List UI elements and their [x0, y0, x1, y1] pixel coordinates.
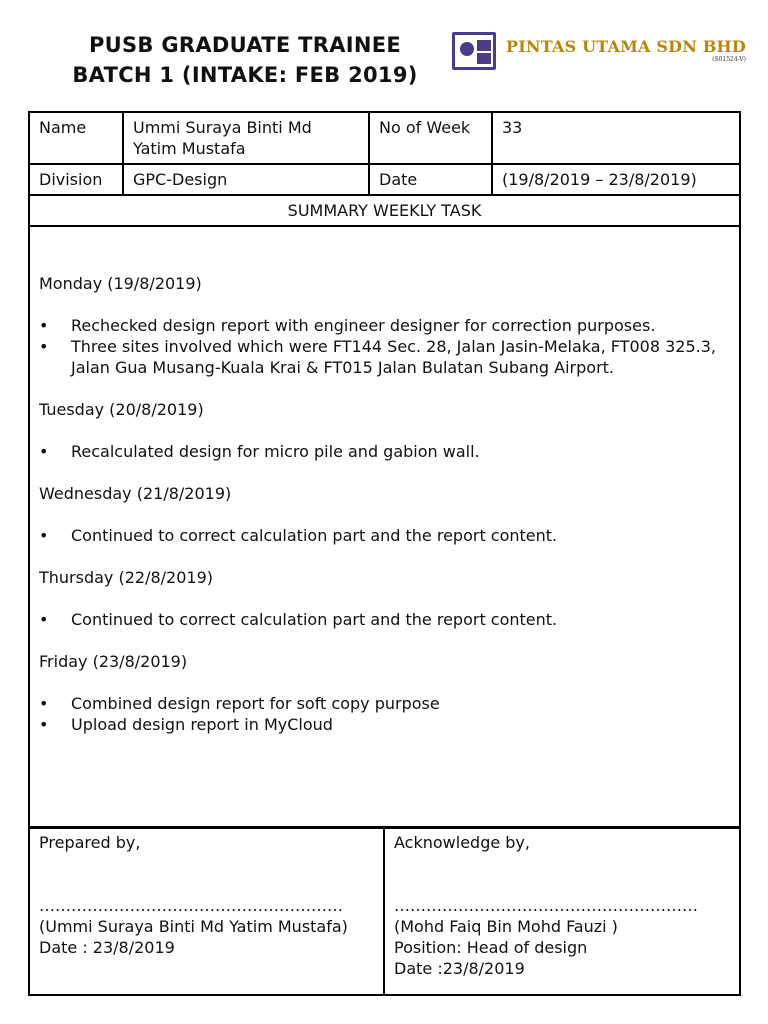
summary-heading-row [29, 195, 740, 226]
acknowledged-by-label: Acknowledge by, [394, 833, 530, 852]
company-logo [452, 32, 746, 76]
summary-body [29, 226, 740, 828]
acknowledged-name: (Mohd Faiq Bin Mohd Fauzi ) [394, 917, 618, 936]
summary-body-row [29, 226, 740, 828]
task-item: • Rechecked design report with engineer designer for correction purposes. [39, 315, 730, 336]
acknowledged-position: Position: Head of design [394, 938, 588, 957]
week-value: 33 [492, 112, 740, 164]
day-heading: Thursday (22/8/2019) [39, 568, 214, 587]
company-name: PINTAS UTAMA SDN BHD [506, 37, 746, 56]
task-list [39, 525, 730, 546]
logo-square-top [477, 40, 491, 51]
day-heading: Wednesday (21/8/2019) [39, 484, 232, 503]
name-label: Name [29, 112, 123, 164]
weekly-report-table [28, 111, 741, 829]
prepared-name: (Ummi Suraya Binti Md Yatim Mustafa) [39, 917, 348, 936]
name-value: Ummi Suraya Binti Md Yatim Mustafa [123, 112, 369, 164]
day-heading: Friday (23/8/2019) [39, 652, 188, 671]
prepared-date: Date : 23/8/2019 [39, 938, 175, 957]
title-line-2: BATCH 1 (INTAKE: FEB 2019) [72, 63, 418, 87]
day-heading: Tuesday (20/8/2019) [39, 400, 204, 419]
task-item: • Combined design report for soft copy purpose [39, 693, 730, 714]
task-item: • Three sites involved which were FT144 Sec. 28, Jalan Jasin-Melaka, FT008 325.3, Jalan Gua Musang-Kuala Krai & FT015 Jalan Bulatan Subang Airport. [39, 336, 730, 378]
logo-square-bottom [477, 53, 491, 64]
signature-row [29, 827, 740, 995]
company-logo-icon [452, 32, 496, 70]
day-heading: Monday (19/8/2019) [39, 274, 202, 293]
task-list [39, 315, 730, 378]
task-list [39, 609, 730, 630]
prepared-by-cell [29, 827, 384, 995]
date-label: Date [369, 164, 492, 195]
task-list [39, 693, 730, 735]
task-item: • Recalculated design for micro pile and gabion wall. [39, 441, 730, 462]
week-label: No of Week [369, 112, 492, 164]
division-label: Division [29, 164, 123, 195]
logo-dot [460, 42, 474, 56]
task-list [39, 441, 730, 462]
task-item: • Upload design report in MyCloud [39, 714, 730, 735]
info-row-division [29, 164, 740, 195]
company-reg-number: (S01524-V) [712, 56, 746, 63]
prepared-by-label: Prepared by, [39, 833, 141, 852]
document-title [30, 30, 460, 90]
signature-table [28, 826, 741, 996]
title-line-1: PUSB GRADUATE TRAINEE [88, 33, 402, 57]
acknowledged-by-cell [384, 827, 740, 995]
task-item: • Continued to correct calculation part and the report content. [39, 609, 730, 630]
logo-text [506, 32, 746, 63]
acknowledged-date: Date :23/8/2019 [394, 959, 525, 978]
acknowledged-signature-line: ………………………………………………… [394, 896, 698, 915]
prepared-signature-line: ………………………………………………… [39, 896, 343, 915]
info-row-name [29, 112, 740, 164]
summary-heading: SUMMARY WEEKLY TASK [29, 195, 740, 226]
date-value: (19/8/2019 – 23/8/2019) [492, 164, 740, 195]
division-value: GPC-Design [123, 164, 369, 195]
task-item: • Continued to correct calculation part and the report content. [39, 525, 730, 546]
